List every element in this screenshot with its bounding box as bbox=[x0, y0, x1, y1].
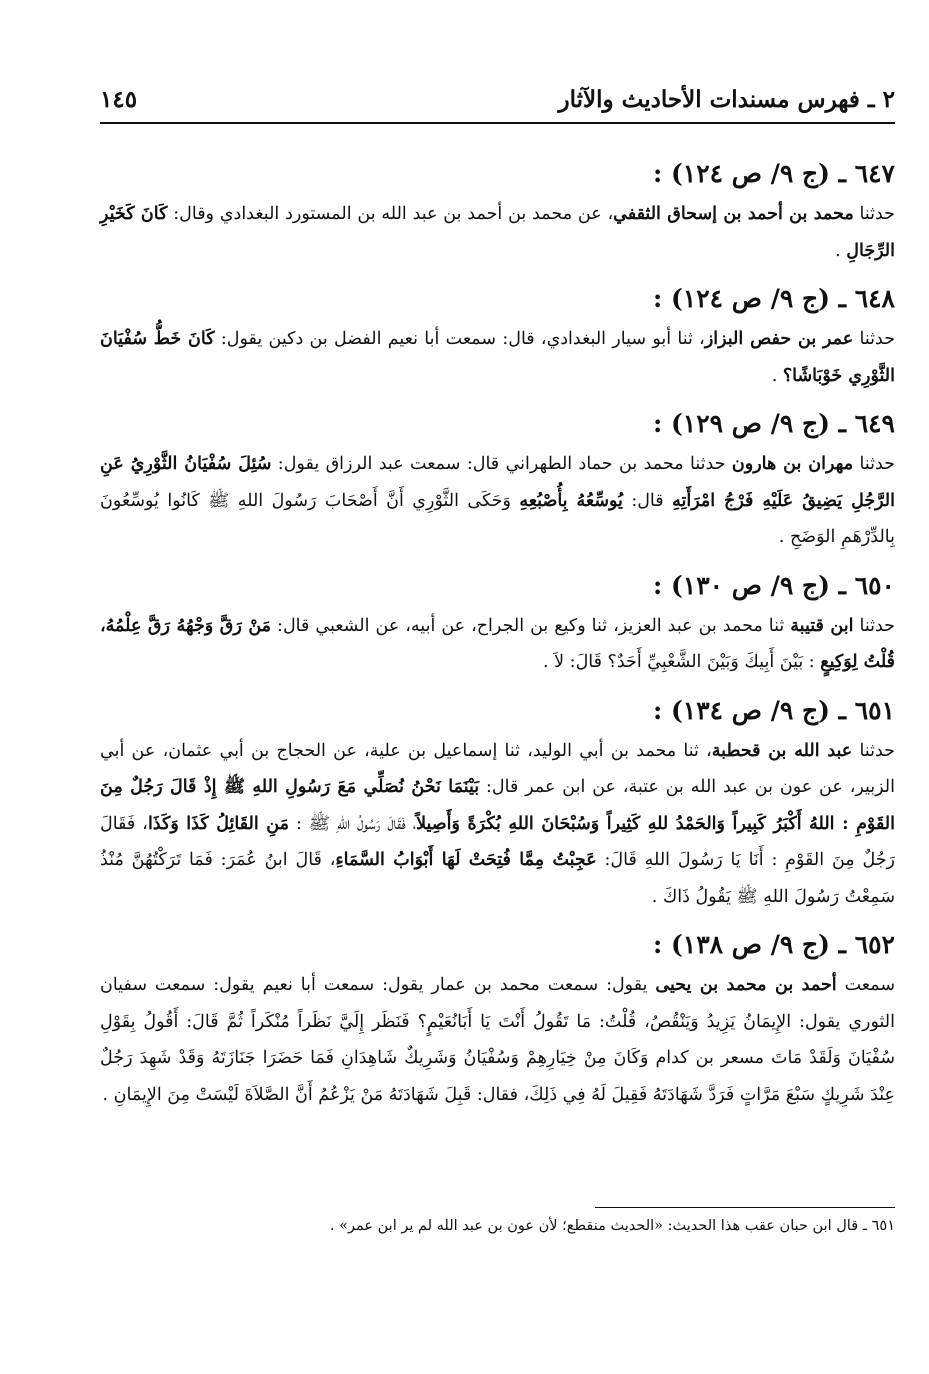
bold-segment: مَنْ رَقَّ وَجْهُهُ رَقَّ عِلْمُهُ، قُلْتُ لِوَكِيعٍ bbox=[100, 615, 895, 672]
bold-segment: كَانَ خَطُّ سُفْيَانَ الثَّوْرِي خَوْبَاشًا؟ bbox=[100, 329, 895, 386]
text-segment: سمعت bbox=[836, 975, 895, 995]
bold-segment: كَانَ كَخَيْرِ الرِّجَالِ bbox=[100, 204, 895, 261]
text-segment: يقول: سمعت محمد بن عمار يقول: سمعت أبا نعيم يقول: سمعت سفيان الثوري يقول: الإِيمَانُ يَزِيدُ وَيَنْقُصُ، قُلْتُ: مَا تَقُولُ أَنْتَ يَا أَبَانُعَيْمٍ؟ فَنَظَر إِلَيَّ نَظَراً مُنْكَراً ثُمَّ قَالَ: أَقُولُ بِقَوْلِ سُفْيَانَ وَلَقَدْ مَاتَ مسعر بن كدام وَكَانَ مِنْ خِيَارِهِمْ وَسُفْيَانُ وَشَرِيكٌ شَاهِدَانِ فَمَا حَضَرَا جَنَازَتَهُ وَقَدْ شَهِدَ رَجُلٌ عِنْدَ شَرِيكٍ سَبْعَ مَرَّاتٍ فَرَدَّ شَهَادَتَهُ فَقِيلَ لَهُ فِي ذَلِكَ، فقال: قَبِلَ شَهَادَتَهُ مَنْ يَزْعُمُ أَنَّ الصَّلاَةَ لَيْسَتْ مِنَ الإِيمَانِ . bbox=[100, 975, 895, 1105]
bold-segment: سُئِلَ سُفْيَانُ الثَّوْرِيُ عَنِ الرَّجُلِ يَضِيقُ عَلَيْهِ فَرْجُ امْرَأَتِهِ bbox=[100, 454, 895, 511]
footnote: ٦٥١ ـ قال ابن حبان عقب هذا الحديث: «الحديث منقطع؛ لأن عون بن عبد الله لم ير ابن عمر» . bbox=[329, 1218, 895, 1234]
bold-segment: محمد بن أحمد بن إسحاق الثقفي bbox=[613, 204, 854, 224]
entry-text bbox=[100, 608, 895, 681]
bold-segment: عبد الله بن قحطبة bbox=[711, 740, 853, 761]
hadith-entry bbox=[100, 564, 895, 681]
entries-list bbox=[100, 152, 895, 1121]
hadith-entry bbox=[100, 402, 895, 556]
bold-segment: أحمد بن محمد بن يحيى bbox=[655, 975, 837, 995]
text-segment: حدثنا bbox=[853, 329, 896, 349]
text-segment: حدثنا محمد بن حماد الطهراني قال: سمعت عبد الرزاق يقول: bbox=[271, 454, 732, 474]
text-segment: ، عن محمد بن أحمد بن عبد الله بن المستورد البغدادي وقال: bbox=[167, 204, 614, 224]
entry-text bbox=[100, 967, 895, 1113]
page-number: ١٤٥ bbox=[100, 86, 138, 113]
text-segment: وَحَكَى الثَّوْرِي أَنَّ أَصْحَابَ رَسُولَ اللهِ ﷺ كَانُوا يُوسِّعُونَ بِالدِّرْهَمِ الوَضَحِ . bbox=[100, 490, 895, 547]
hadith-entry bbox=[100, 277, 895, 394]
text-segment: حدثنا bbox=[853, 454, 895, 474]
entry-heading: ٦٤٧ ـ (ج ٩/ ص ١٢٤) : bbox=[653, 159, 895, 188]
bold-segment: عمر بن حفص البزاز bbox=[704, 329, 854, 349]
text-segment: حدثنا bbox=[853, 204, 896, 224]
text-segment: قال: bbox=[622, 490, 673, 511]
bold-segment: يُوسِّعُهُ بِأُصْبُعِهِ bbox=[519, 490, 623, 511]
entry-heading: ٦٤٩ ـ (ج ٩/ ص ١٢٩) : bbox=[653, 409, 895, 438]
bold-segment: مَنِ القَائِلُ كَذَا وَكَذَا bbox=[147, 813, 289, 834]
bold-segment: ابن قتيبة bbox=[790, 615, 854, 636]
hadith-entry bbox=[100, 923, 895, 1113]
bold-segment: عَجِبْتُ مِمَّا فُتِحَتْ لَهَا أَبْوَابُ السَّمَاءِ bbox=[335, 850, 597, 870]
text-segment: ، فَقَالَ رَسُولُ اللهِ ﷺ : bbox=[288, 813, 417, 834]
entry-heading: ٦٥٢ ـ (ج ٩/ ص ١٣٨) : bbox=[653, 930, 895, 959]
text-segment: : بَيْنَ أَبِيكَ وَبَيْنَ الشَّعْبِيِّ أَحَدٌ؟ قَالَ: لاَ . bbox=[543, 652, 821, 672]
bold-segment: بَيْنَمَا نَحْنُ نُصَلِّي مَعَ رَسُولِ اللهِ ﷺ إِذْ قَالَ رَجُلٌ مِنَ القَوْمِ : اللهُ أَكْبَرُ كَبِيراً وَالحَمْدُ للهِ كَثِيراً وَسُبْحَانَ اللهِ بُكْرَةً وَأَصِيلاً bbox=[100, 777, 895, 834]
entry-text bbox=[100, 446, 895, 556]
running-title: ٢ ـ فهرس مسندات الأحاديث والآثار bbox=[558, 86, 895, 113]
text-segment: ثنا محمد بن عبد العزيز، ثنا وكيع بن الجراح، عن أبيه، عن الشعبي قال: bbox=[271, 615, 791, 636]
text-segment: ، قَالَ ابنُ عُمَرَ: فَمَا تَرَكْتُهُنَّ مُنْذُ سَمِعْتُ رَسُولَ اللهِ ﷺ يَقُولُ ذَاكَ . bbox=[100, 850, 895, 907]
hadith-entry bbox=[100, 152, 895, 269]
footnote-divider bbox=[595, 1207, 895, 1208]
entry-heading: ٦٥١ ـ (ج ٩/ ص ١٣٤) : bbox=[653, 695, 895, 725]
text-segment: ، فَقَالَ رَجُلٌ مِنَ القَوْمِ : أَنَا يَا رَسُولَ اللهِ قَالَ: bbox=[100, 813, 895, 870]
entry-heading: ٦٤٨ ـ (ج ٩/ ص ١٢٤) : bbox=[653, 284, 895, 313]
hadith-entry bbox=[100, 689, 895, 916]
text-segment: حدثنا bbox=[852, 740, 895, 761]
text-segment: ، ثنا أبو سيار البغدادي، قال: سمعت أبا نعيم الفضل بن دكين يقول: bbox=[214, 329, 705, 349]
text-segment: حدثنا bbox=[853, 615, 895, 636]
text-segment: . bbox=[771, 365, 783, 386]
running-header bbox=[100, 82, 895, 124]
text-segment: . bbox=[835, 240, 847, 261]
entry-text bbox=[100, 733, 895, 916]
bold-segment: مهران بن هارون bbox=[731, 454, 854, 474]
text-segment: ، ثنا محمد بن أبي الوليد، ثنا إسماعيل بن علية، عن الحجاج بن أبي عثمان، عن أبي الزبير، عن عون بن عبد الله بن عتبة، عن ابن عمر قال: bbox=[100, 740, 895, 797]
entry-text bbox=[100, 196, 895, 269]
entry-heading: ٦٥٠ ـ (ج ٩/ ص ١٣٠) : bbox=[653, 570, 895, 600]
entry-text bbox=[100, 321, 895, 394]
